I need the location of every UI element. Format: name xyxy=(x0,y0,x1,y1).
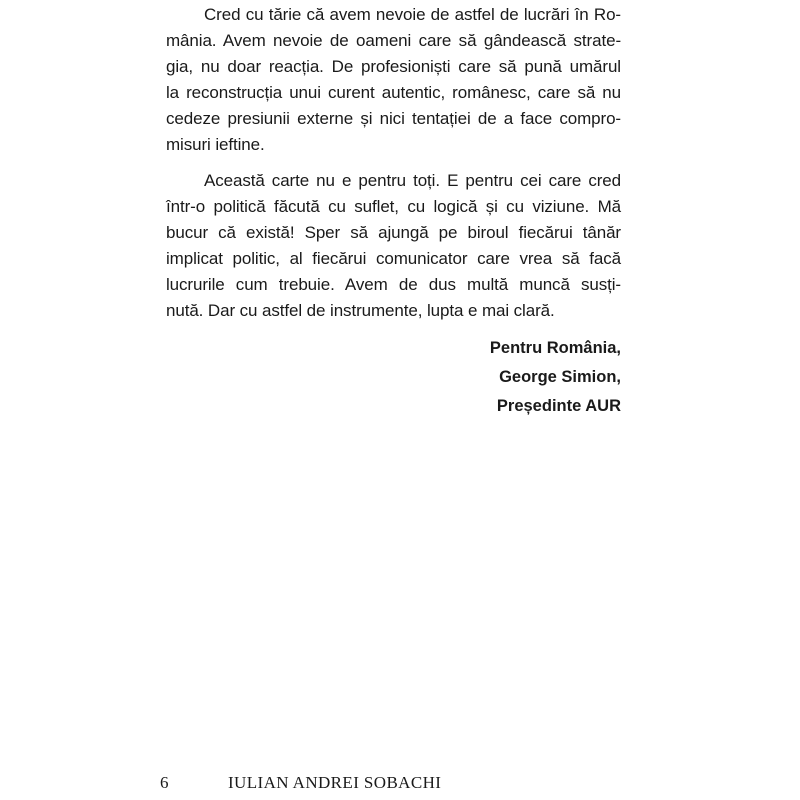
signature-block xyxy=(490,334,621,421)
paragraph-line: într-o politică făcută cu suflet, cu logică și cu viziune. Mă xyxy=(166,197,621,216)
paragraph-1 xyxy=(166,2,621,158)
signature-closing: Pentru România, xyxy=(489,339,621,357)
paragraph-line: implicat politic, al fiecărui comunicator care vrea să facă xyxy=(166,249,621,268)
signature-name: George Simion, xyxy=(499,368,621,386)
paragraph-line: lucrurile cum trebuie. Avem de dus multă muncă susți- xyxy=(166,275,621,294)
paragraph-line: bucur că există! Sper să ajungă pe biroul fiecărui tânăr xyxy=(166,223,621,242)
paragraph-line: misuri ieftine. xyxy=(166,135,265,154)
paragraph-line: Această carte nu e pentru toți. E pentru cei care cred xyxy=(204,171,621,190)
paragraph-line: gia, nu doar reacția. De profesioniști care să pună umărul xyxy=(166,57,621,76)
paragraph-2 xyxy=(166,168,621,324)
paragraph-line: cedeze presiunii externe și nici tentației de a face compro- xyxy=(166,109,621,128)
paragraph-line: la reconstrucția unui curent autentic, românesc, care să nu xyxy=(166,83,621,102)
paragraph-line: Cred cu tărie că avem nevoie de astfel de lucrări în Ro- xyxy=(204,5,621,24)
paragraph-line: nută. Dar cu astfel de instrumente, lupta e mai clară. xyxy=(166,301,555,320)
paragraph-line: mânia. Avem nevoie de oameni care să gândească strate- xyxy=(166,31,621,50)
running-author: IULIAN ANDREI SOBACHI xyxy=(228,773,442,792)
page-number: 6 xyxy=(160,773,169,792)
signature-title: Președinte AUR xyxy=(496,397,621,415)
